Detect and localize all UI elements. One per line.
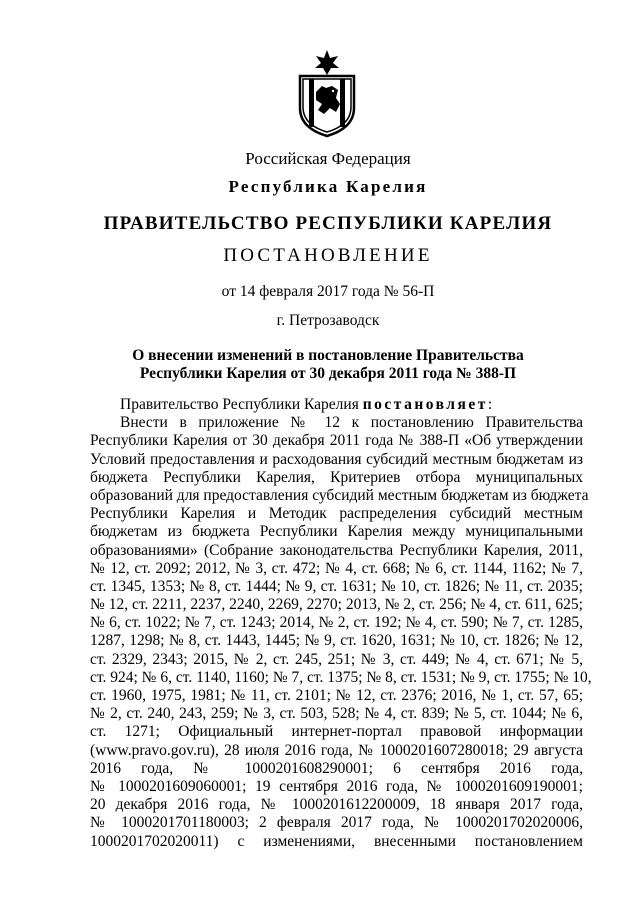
body-line: Внести в приложение № 12 к постановлению Правительства <box>120 414 583 432</box>
body-line: № 12, ст. 2092; 2012, № 3, ст. 472; № 4, ст. 668; № 6, ст. 1144, 1162; № 7, <box>90 559 583 577</box>
body-line: образованиями» (Собрание законодательства Республики Карелия, 2011, <box>90 541 583 559</box>
body-line: № 1000201609060001; 19 сентября 2016 года, № 1000201609190001; <box>90 777 583 795</box>
body-line: ст. 2329, 2343; 2015, № 2, ст. 245, 251; № 3, ст. 449; № 4, ст. 671; № 5, <box>90 650 583 668</box>
body-line: № 6, ст. 1022; № 7, ст. 1243; 2014, № 2, ст. 192; № 4, ст. 590; № 7, ст. 1285, <box>90 614 583 632</box>
subject-line: Республики Карелия от 30 декабря 2011 года № 388-П <box>139 365 517 382</box>
decree-intro: Правительство Республики Карелия постановляет: <box>120 396 493 413</box>
region-name: Республика Карелия <box>228 177 428 196</box>
karelia-coat-of-arms <box>296 48 358 138</box>
body-line: ст. 924; № 6, ст. 1140, 1160; № 7, ст. 1375; № 8, ст. 1531; № 9, ст. 1755; № 10, <box>90 668 592 686</box>
document-subject <box>8 347 640 383</box>
country-name: Российская Федерация <box>245 149 411 168</box>
body-line: Республики Карелия и Методик распределения субсидий местным <box>90 505 583 523</box>
decree-word: постановляет <box>362 396 488 413</box>
body-line: ст. 1345, 1353; № 8, ст. 1444; № 9, ст. 1631; № 10, ст. 1826; № 11, ст. 2035; <box>90 577 583 595</box>
document-body <box>90 396 592 851</box>
body-line: бюджета Республики Карелия, Критериев отбора муниципальных <box>90 468 583 486</box>
document-date: от 14 февраля 2017 года № 56-П <box>221 283 435 300</box>
body-line: № 12, ст. 2211, 2237, 2240, 2269, 2270; 2013, № 2, ст. 256; № 4, ст. 611, 625; <box>90 596 583 614</box>
star-icon <box>315 50 339 75</box>
body-line: ст. 1271; Официальный интернет-портал правовой информации <box>90 723 583 741</box>
body-line: бюджетам из бюджета Республики Карелия между муниципальными <box>90 523 583 541</box>
body-line: 1287, 1298; № 8, ст. 1443, 1445; № 9, ст. 1620, 1631; № 10, ст. 1826; № 12, <box>90 632 583 650</box>
body-line: 20 декабря 2016 года, № 1000201612200009, 18 января 2017 года, <box>90 796 583 814</box>
document-type: ПОСТАНОВЛЕНИЕ <box>223 245 433 266</box>
body-line: № 1000201701180003; 2 февраля 2017 года, № 1000201702020006, <box>90 814 583 832</box>
document-city: г. Петрозаводск <box>276 312 380 329</box>
body-line: 2016 года, № 1000201608290001; 6 сентября 2016 года, <box>90 759 583 777</box>
body-line: (www.pravo.gov.ru), 28 июля 2016 года, № 1000201607280018; 29 августа <box>90 741 583 759</box>
body-line: образований для предоставления субсидий местным бюджетам из бюджета <box>90 486 589 504</box>
body-line: Условий предоставления и расходования субсидий местным бюджетам из <box>90 450 583 468</box>
body-line: 1000201702020011) с изменениями, внесенными постановлением <box>90 832 583 850</box>
body-line: ст. 1960, 1975, 1981; № 11, ст. 2101; № 12, ст. 2376; 2016, № 1, ст. 57, 65; <box>90 687 583 704</box>
subject-line: О внесении изменений в постановление Правительства <box>132 347 524 364</box>
body-line: Республики Карелия от 30 декабря 2011 года № 388-П «Об утверждении <box>90 432 583 450</box>
body-line: № 2, ст. 240, 243, 259; № 3, ст. 503, 528; № 4, ст. 839; № 5, ст. 1044; № 6, <box>90 705 583 723</box>
authority-name: ПРАВИТЕЛЬСТВО РЕСПУБЛИКИ КАРЕЛИЯ <box>103 213 553 234</box>
body-paragraph <box>90 414 592 851</box>
